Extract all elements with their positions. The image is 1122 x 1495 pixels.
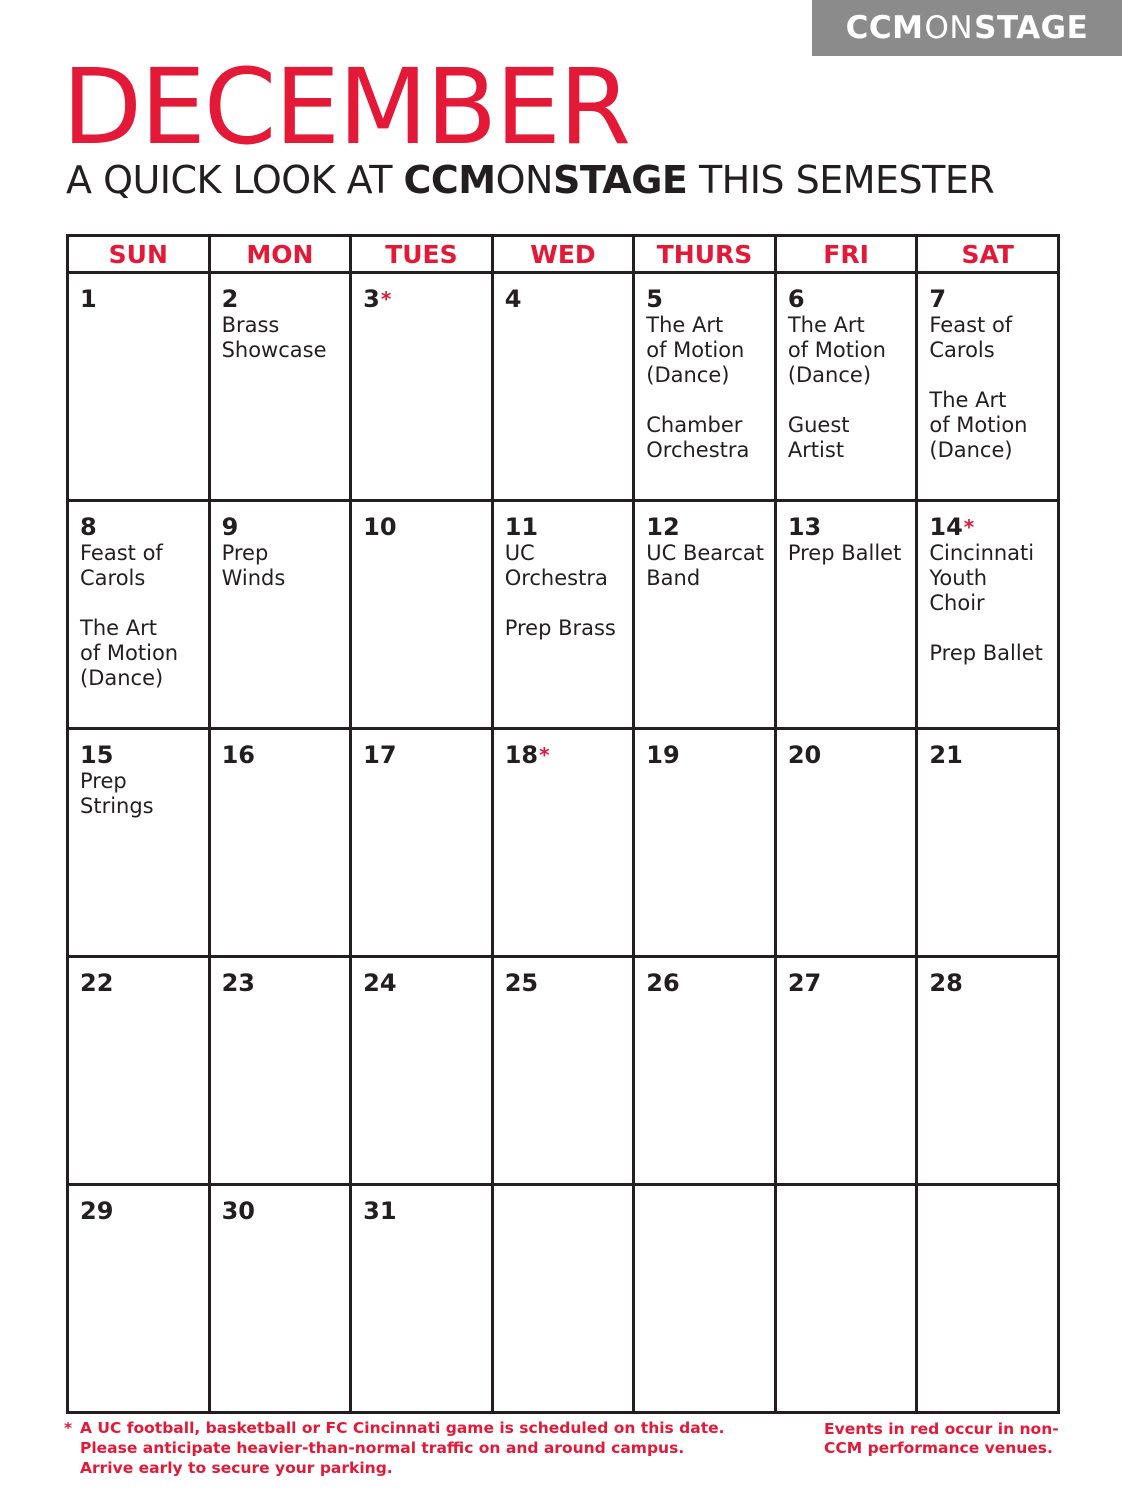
day-number-value: 24	[363, 969, 397, 997]
day-cell-31	[351, 1185, 493, 1413]
day-number	[929, 285, 1048, 313]
day-number-value: 30	[221, 1197, 255, 1225]
day-cell-11	[492, 501, 634, 729]
day-number-value: 3	[363, 285, 380, 313]
day-number-value: 10	[363, 513, 397, 541]
event-list	[646, 313, 765, 463]
footnote-line: A UC football, basketball or FC Cincinnati game is scheduled on this date.	[80, 1419, 725, 1437]
footnote-red-events	[824, 1420, 1064, 1458]
event-item: The Art of Motion (Dance)	[787, 313, 886, 387]
day-number-value: 18	[504, 741, 539, 769]
brand-ccm: CCM	[845, 10, 924, 46]
day-number	[929, 513, 1048, 541]
event-item: UC Orchestra	[504, 541, 608, 590]
day-number	[505, 741, 624, 769]
day-number	[505, 513, 624, 541]
event-list	[788, 541, 907, 566]
calendar-week-row	[68, 273, 1059, 501]
empty-day-cell	[917, 1185, 1059, 1413]
event-item: Chamber Orchestra	[646, 413, 750, 462]
day-cell-27	[775, 957, 917, 1185]
calendar-week-row	[68, 1185, 1059, 1413]
weekday-tues: TUES	[351, 236, 493, 273]
day-cell-13	[775, 501, 917, 729]
day-number	[363, 285, 482, 313]
day-number	[929, 741, 1048, 769]
day-number	[788, 741, 907, 769]
event-list	[646, 541, 765, 591]
day-number	[505, 969, 624, 997]
day-number	[222, 285, 341, 313]
day-number	[80, 513, 199, 541]
footnote-line: Arrive early to secure your parking.	[80, 1459, 393, 1477]
day-number-value: 17	[363, 741, 397, 769]
day-cell-30	[209, 1185, 351, 1413]
day-number	[646, 285, 765, 313]
weekday-header-row	[68, 236, 1059, 273]
day-number-value: 2	[221, 285, 239, 313]
footnote-line: Events in red occur in non-	[824, 1420, 1059, 1438]
day-number-value: 12	[646, 513, 680, 541]
day-number	[363, 1197, 482, 1225]
empty-day-cell	[634, 1185, 776, 1413]
day-number-value: 16	[221, 741, 255, 769]
day-number-value: 23	[221, 969, 255, 997]
event-item: Feast of Carols	[929, 313, 1013, 362]
day-number-value: 15	[80, 741, 114, 769]
day-number-value: 14	[929, 513, 963, 541]
event-item: Brass Showcase	[221, 313, 327, 362]
day-number-value: 19	[646, 741, 680, 769]
day-number-value: 27	[787, 969, 822, 997]
day-number	[363, 969, 482, 997]
event-list	[222, 313, 341, 363]
brand-stage: STAGE	[974, 10, 1089, 46]
calendar-week-row	[68, 957, 1059, 1185]
event-item: Prep Strings	[80, 769, 154, 818]
day-number-value: 13	[787, 513, 822, 541]
event-item: UC Bearcat Band	[646, 541, 764, 590]
day-number-value: 28	[929, 969, 963, 997]
day-cell-8	[68, 501, 210, 729]
day-number	[788, 513, 907, 541]
day-cell-6	[775, 273, 917, 501]
subtitle-brand-stage: STAGE	[552, 158, 688, 202]
day-number-value: 11	[504, 513, 539, 541]
event-item: Guest Artist	[787, 413, 850, 462]
game-day-star: *	[539, 743, 550, 767]
event-item: The Art of Motion (Dance)	[80, 616, 179, 690]
event-list	[929, 313, 1048, 463]
day-number-value: 4	[504, 285, 522, 313]
day-number-value: 6	[787, 285, 805, 313]
event-item: Prep Winds	[221, 541, 286, 590]
event-item: Prep Brass	[504, 616, 616, 640]
subtitle-brand-on: ON	[495, 158, 553, 202]
calendar-week-row	[68, 729, 1059, 957]
day-number	[80, 1197, 199, 1225]
day-number-value: 26	[646, 969, 680, 997]
event-item: Prep Ballet	[787, 541, 902, 565]
day-cell-9	[209, 501, 351, 729]
footnote-game-days	[64, 1418, 764, 1478]
day-cell-14	[917, 501, 1059, 729]
footnote-star: *	[64, 1419, 73, 1437]
month-title: DECEMBER	[62, 46, 630, 168]
weekday-wed: WED	[492, 236, 634, 273]
day-number	[222, 969, 341, 997]
day-number	[80, 285, 199, 313]
day-cell-15	[68, 729, 210, 957]
day-cell-28	[917, 957, 1059, 1185]
subtitle-suffix: THIS SEMESTER	[687, 158, 995, 202]
day-cell-22	[68, 957, 210, 1185]
day-number-value: 1	[80, 285, 97, 313]
day-number-value: 29	[80, 1197, 114, 1225]
weekday-fri: FRI	[775, 236, 917, 273]
event-list	[222, 541, 341, 591]
day-cell-23	[209, 957, 351, 1185]
day-cell-3	[351, 273, 493, 501]
empty-day-cell	[775, 1185, 917, 1413]
event-item: Feast of Carols	[80, 541, 163, 590]
event-list	[505, 541, 624, 641]
page-subtitle	[66, 158, 994, 204]
day-number	[80, 741, 199, 769]
empty-day-cell	[492, 1185, 634, 1413]
weekday-sat: SAT	[917, 236, 1059, 273]
event-list	[80, 769, 199, 819]
subtitle-brand-ccm: CCM	[403, 158, 496, 202]
event-list	[80, 541, 199, 691]
day-number-value: 8	[80, 513, 97, 541]
day-cell-7	[917, 273, 1059, 501]
weekday-thurs: THURS	[634, 236, 776, 273]
day-cell-10	[351, 501, 493, 729]
event-item: Cincinnati Youth Choir	[929, 541, 1035, 615]
day-number	[222, 513, 341, 541]
day-number	[788, 969, 907, 997]
day-number-value: 7	[929, 285, 947, 313]
day-number	[363, 513, 482, 541]
brand-on: ON	[924, 10, 974, 46]
day-cell-1	[68, 273, 210, 501]
day-number	[646, 741, 765, 769]
calendar-grid	[66, 234, 1060, 1414]
game-day-star: *	[963, 515, 975, 539]
day-cell-16	[209, 729, 351, 957]
day-cell-12	[634, 501, 776, 729]
weekday-sun: SUN	[68, 236, 210, 273]
game-day-star: *	[380, 287, 392, 311]
day-cell-4	[492, 273, 634, 501]
footnote-line: CCM performance venues.	[824, 1439, 1053, 1457]
day-number-value: 21	[929, 741, 963, 769]
day-cell-19	[634, 729, 776, 957]
day-cell-24	[351, 957, 493, 1185]
subtitle-prefix: A QUICK LOOK AT	[66, 158, 404, 202]
day-number	[646, 513, 765, 541]
event-item: Prep Ballet	[929, 641, 1043, 665]
day-cell-21	[917, 729, 1059, 957]
day-number	[80, 969, 199, 997]
day-number	[363, 741, 482, 769]
brand-tab	[812, 0, 1122, 56]
weekday-mon: MON	[209, 236, 351, 273]
event-list	[788, 313, 907, 463]
day-number	[929, 969, 1048, 997]
day-number-value: 20	[787, 741, 822, 769]
footnote-line: Please anticipate heavier-than-normal traffic on and around campus.	[80, 1439, 685, 1457]
day-number-value: 31	[363, 1197, 397, 1225]
day-number	[788, 285, 907, 313]
day-number	[222, 741, 341, 769]
day-cell-29	[68, 1185, 210, 1413]
event-item: The Art of Motion (Dance)	[646, 313, 745, 387]
day-number-value: 25	[504, 969, 539, 997]
day-cell-26	[634, 957, 776, 1185]
day-cell-17	[351, 729, 493, 957]
event-item: The Art of Motion (Dance)	[929, 388, 1028, 462]
day-number	[646, 969, 765, 997]
day-number-value: 9	[221, 513, 239, 541]
calendar-body	[68, 273, 1059, 1413]
day-cell-18	[492, 729, 634, 957]
day-number-value: 5	[646, 285, 663, 313]
day-cell-2	[209, 273, 351, 501]
day-cell-25	[492, 957, 634, 1185]
day-cell-5	[634, 273, 776, 501]
event-list	[929, 541, 1048, 666]
calendar-week-row	[68, 501, 1059, 729]
day-cell-20	[775, 729, 917, 957]
day-number	[222, 1197, 341, 1225]
day-number	[505, 285, 624, 313]
day-number-value: 22	[80, 969, 114, 997]
